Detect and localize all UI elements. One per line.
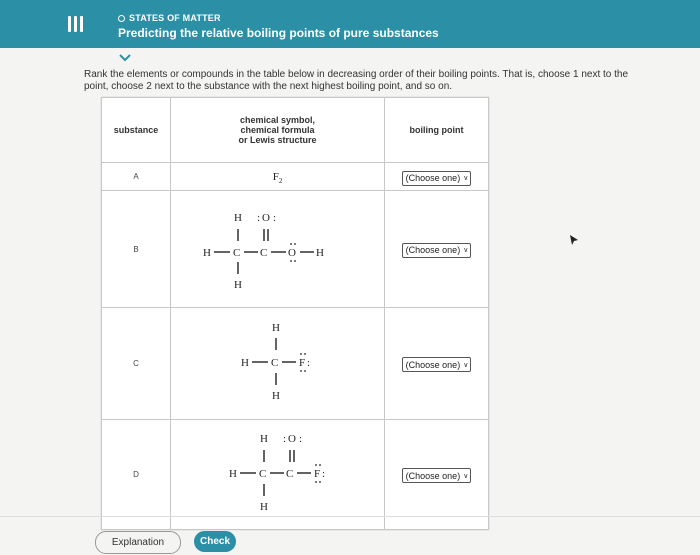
row-label-b: B [102, 191, 171, 308]
boiling-cell-d [385, 420, 489, 530]
table-row [102, 191, 489, 308]
boiling-cell-c [385, 308, 489, 420]
row-label-c: C [102, 308, 171, 420]
svg-text:H: H [233, 212, 242, 224]
rank-select-d[interactable] [402, 468, 472, 483]
rank-select-a[interactable] [402, 171, 472, 186]
svg-text:H: H [233, 279, 242, 291]
header-substance: substance [102, 98, 171, 163]
svg-text:H: H [202, 247, 211, 259]
boiling-cell-a [385, 163, 489, 191]
chevron-down-icon: ∨ [463, 175, 469, 182]
svg-text::: : [306, 357, 310, 369]
instructions-line-2: point, choose 2 next to the substance with the next highest boiling point, and so on. [84, 81, 453, 92]
svg-text:C: C [285, 468, 293, 480]
instructions-line-1: Rank the elements or compounds in the table below in decreasing order of their boiling points. That is, choose 1 next to the [84, 69, 629, 80]
svg-text:C: C [232, 247, 240, 259]
svg-text:H: H [259, 501, 268, 513]
header-bar [0, 0, 700, 48]
svg-text::: : [256, 212, 260, 224]
svg-text:H: H [271, 322, 280, 334]
chevron-down-icon: ∨ [463, 361, 469, 369]
svg-text:H: H [271, 390, 280, 402]
topic-text: STATES OF MATTER [129, 13, 221, 23]
topic-label [118, 13, 221, 23]
rank-select-a-value: (Choose one) [405, 173, 461, 183]
svg-text:O: O [287, 247, 296, 259]
page-title: Predicting the relative boiling points of pure substances [118, 26, 439, 40]
menu-icon[interactable] [68, 16, 86, 34]
svg-text::: : [321, 468, 325, 480]
chevron-down-icon[interactable] [117, 53, 133, 63]
rank-select-c-value: (Choose one) [405, 359, 461, 370]
lewis-structure-b [198, 194, 358, 299]
svg-text:H: H [228, 468, 237, 480]
formula-f2 [272, 171, 283, 186]
divider [0, 516, 700, 517]
svg-text:F: F [313, 468, 320, 480]
explanation-button[interactable]: Explanation [95, 531, 181, 554]
substance-table [101, 97, 489, 530]
svg-text:C: C [258, 468, 266, 480]
rank-select-c[interactable] [402, 357, 472, 372]
structure-a [171, 163, 385, 191]
svg-text:H: H [315, 247, 324, 259]
chevron-down-icon: ∨ [463, 472, 469, 480]
formula-subscript: 2 [278, 177, 283, 186]
table-row [102, 308, 489, 420]
table-header-row [102, 98, 489, 163]
table-row [102, 420, 489, 530]
svg-text:H: H [259, 433, 268, 445]
header-boiling-point: boiling point [385, 98, 489, 163]
check-button[interactable]: Check [194, 531, 236, 552]
lewis-structure-d [198, 422, 358, 522]
svg-text:C: C [270, 357, 278, 369]
svg-text::: : [298, 433, 302, 445]
table-row [102, 163, 489, 191]
rank-select-b[interactable] [402, 243, 472, 258]
svg-text:O: O [261, 212, 270, 224]
circle-icon [118, 15, 125, 22]
header-structure [171, 98, 385, 163]
structure-c [171, 308, 385, 420]
svg-text:H: H [240, 357, 249, 369]
header-structure-line-3: or Lewis structure [238, 135, 317, 145]
structure-d [171, 420, 385, 530]
structure-b [171, 191, 385, 308]
row-label-a: A [102, 163, 171, 191]
rank-select-b-value: (Choose one) [405, 245, 461, 255]
rank-select-d-value: (Choose one) [405, 470, 461, 481]
svg-text:F: F [298, 357, 305, 369]
svg-text::: : [282, 433, 286, 445]
header-structure-line-1: chemical symbol, [239, 115, 316, 125]
row-label-d: D [102, 420, 171, 530]
lewis-structure-c [198, 311, 358, 411]
svg-text::: : [272, 212, 276, 224]
instructions [84, 69, 700, 93]
header-structure-line-2: chemical formula [240, 125, 315, 135]
svg-text:O: O [287, 433, 296, 445]
svg-text:C: C [259, 247, 267, 259]
chevron-down-icon: ∨ [463, 247, 469, 254]
formula-symbol: F [272, 171, 279, 184]
boiling-cell-b [385, 191, 489, 308]
arrow-cursor-icon [569, 234, 579, 246]
